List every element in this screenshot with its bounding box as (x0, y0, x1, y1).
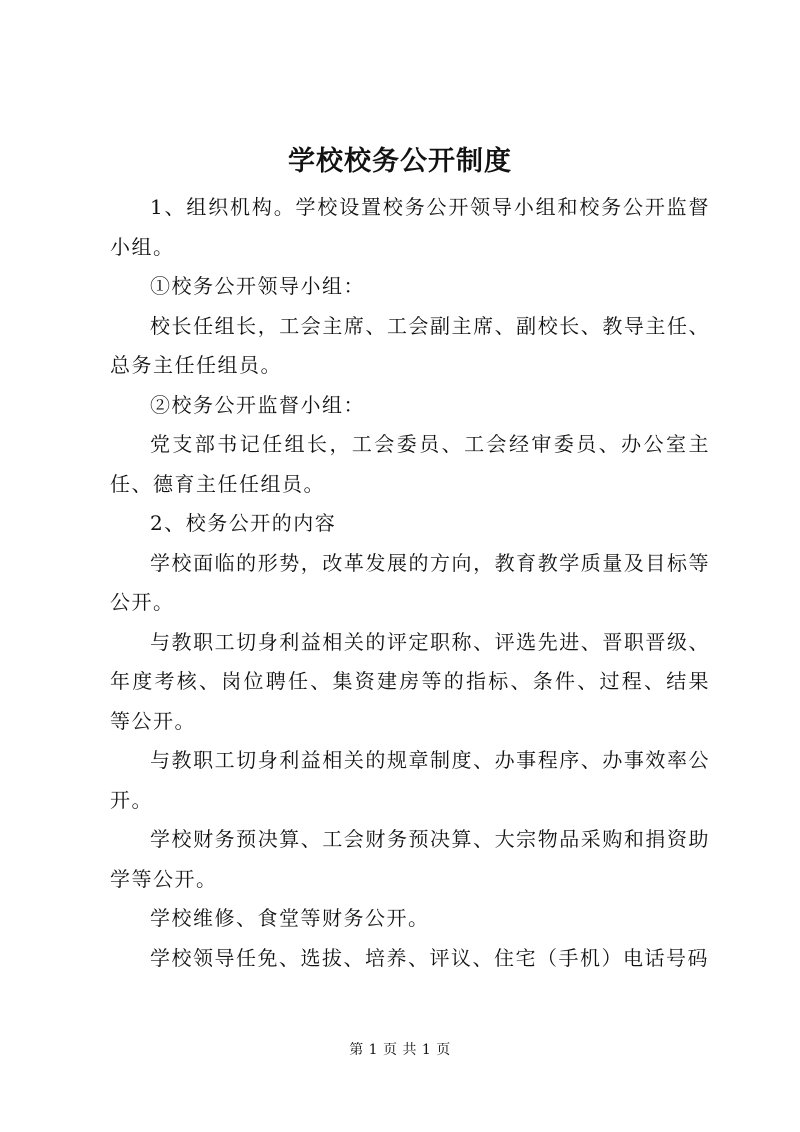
paragraph-leading-group-heading: ①校务公开领导小组： (150, 274, 365, 298)
page-number-footer: 第 1 页 共 1 页 (349, 1042, 451, 1058)
paragraph-content-finance: 学校财务预决算、工会财务预决算、大宗物品采购和捐资助学等公开。 (110, 827, 710, 891)
document-title: 学校校务公开制度 (288, 146, 512, 177)
paragraph-organization: 1、组织机构。学校设置校务公开领导小组和校务公开监督小组。 (110, 195, 710, 259)
paragraph-leading-group-members: 校长任组长，工会主席、工会副主席、副校长、教导主任、总务主任任组员。 (110, 313, 710, 377)
paragraph-content-maintenance: 学校维修、食堂等财务公开。 (150, 906, 430, 930)
paragraph-supervision-group-heading: ②校务公开监督小组： (150, 392, 365, 417)
paragraph-content-regulations: 与教职工切身利益相关的规章制度、办事程序、办事效率公开。 (110, 748, 710, 812)
document-body (110, 188, 710, 978)
paragraph-content-heading: 2、校务公开的内容 (150, 511, 337, 535)
paragraph-supervision-group-members: 党支部书记任组长，工会委员、工会经审委员、办公室主任、德育主任任组员。 (110, 432, 710, 496)
paragraph-content-staff-evaluation: 与教职工切身利益相关的评定职称、评选先进、晋职晋级、年度考核、岗位聘任、集资建房等的指标、条件、过程、结果等公开。 (110, 629, 710, 733)
paragraph-content-leadership: 学校领导任免、选拔、培养、评议、住宅（手机）电话号码 (150, 945, 709, 970)
paragraph-content-situation: 学校面临的形势，改革发展的方向，教育教学质量及目标等公开。 (110, 550, 710, 614)
